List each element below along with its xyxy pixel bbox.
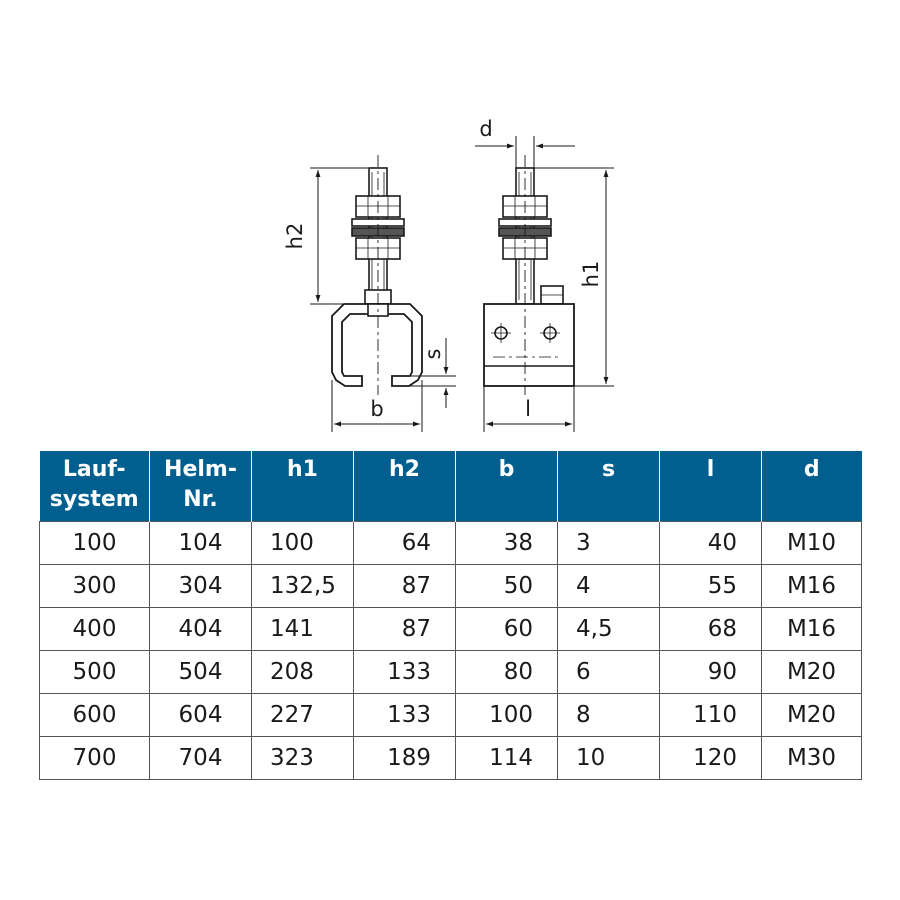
header-s: s [558, 451, 660, 522]
cell-b: 80 [456, 651, 558, 694]
label-l: l [525, 397, 531, 421]
cell-h1: 208 [252, 651, 354, 694]
cell-b: 60 [456, 608, 558, 651]
cell-l: 110 [660, 694, 762, 737]
cell-h2: 189 [354, 737, 456, 780]
cell-s: 4 [558, 565, 660, 608]
header-d: d [762, 451, 862, 522]
table-row [40, 694, 862, 737]
cell-h1: 141 [252, 608, 354, 651]
cell-l: 68 [660, 608, 762, 651]
cell-l: 90 [660, 651, 762, 694]
label-h2: h2 [283, 222, 307, 250]
cell-b: 50 [456, 565, 558, 608]
cell-h2: 87 [354, 608, 456, 651]
front-view [332, 155, 422, 395]
cell-laufsystem: 400 [40, 608, 150, 651]
spec-table [39, 451, 862, 780]
cell-s: 4,5 [558, 608, 660, 651]
table-row [40, 522, 862, 565]
cell-h1: 227 [252, 694, 354, 737]
header-helm-nr: Helm- Nr. [150, 451, 252, 522]
cell-l: 40 [660, 522, 762, 565]
cell-h1: 323 [252, 737, 354, 780]
side-view [484, 155, 574, 395]
header-laufsystem: Lauf- system [40, 451, 150, 522]
header-h2: h2 [354, 451, 456, 522]
cell-d: M10 [762, 522, 862, 565]
cell-b: 38 [456, 522, 558, 565]
cell-d: M16 [762, 565, 862, 608]
cell-b: 114 [456, 737, 558, 780]
cell-s: 6 [558, 651, 660, 694]
label-h1: h1 [579, 260, 603, 288]
cell-s: 3 [558, 522, 660, 565]
header-h1: h1 [252, 451, 354, 522]
cell-b: 100 [456, 694, 558, 737]
cell-d: M20 [762, 694, 862, 737]
cell-s: 10 [558, 737, 660, 780]
cell-h1: 132,5 [252, 565, 354, 608]
table-row [40, 737, 862, 780]
cell-laufsystem: 500 [40, 651, 150, 694]
table-header-row [40, 451, 862, 522]
cell-h1: 100 [252, 522, 354, 565]
cell-helm-nr: 104 [150, 522, 252, 565]
cell-laufsystem: 100 [40, 522, 150, 565]
table-row [40, 651, 862, 694]
cell-l: 120 [660, 737, 762, 780]
cell-laufsystem: 700 [40, 737, 150, 780]
cell-d: M20 [762, 651, 862, 694]
header-l: l [660, 451, 762, 522]
label-s: s [421, 348, 445, 360]
cell-helm-nr: 704 [150, 737, 252, 780]
cell-s: 8 [558, 694, 660, 737]
cell-d: M16 [762, 608, 862, 651]
label-d: d [479, 117, 493, 141]
cell-h2: 64 [354, 522, 456, 565]
cell-h2: 133 [354, 651, 456, 694]
cell-helm-nr: 504 [150, 651, 252, 694]
cell-d: M30 [762, 737, 862, 780]
cell-helm-nr: 404 [150, 608, 252, 651]
header-b: b [456, 451, 558, 522]
cell-helm-nr: 604 [150, 694, 252, 737]
cell-laufsystem: 600 [40, 694, 150, 737]
cell-laufsystem: 300 [40, 565, 150, 608]
label-b: b [370, 397, 384, 421]
cell-l: 55 [660, 565, 762, 608]
cell-h2: 133 [354, 694, 456, 737]
table-row [40, 565, 862, 608]
table-row [40, 608, 862, 651]
cell-helm-nr: 304 [150, 565, 252, 608]
cell-h2: 87 [354, 565, 456, 608]
